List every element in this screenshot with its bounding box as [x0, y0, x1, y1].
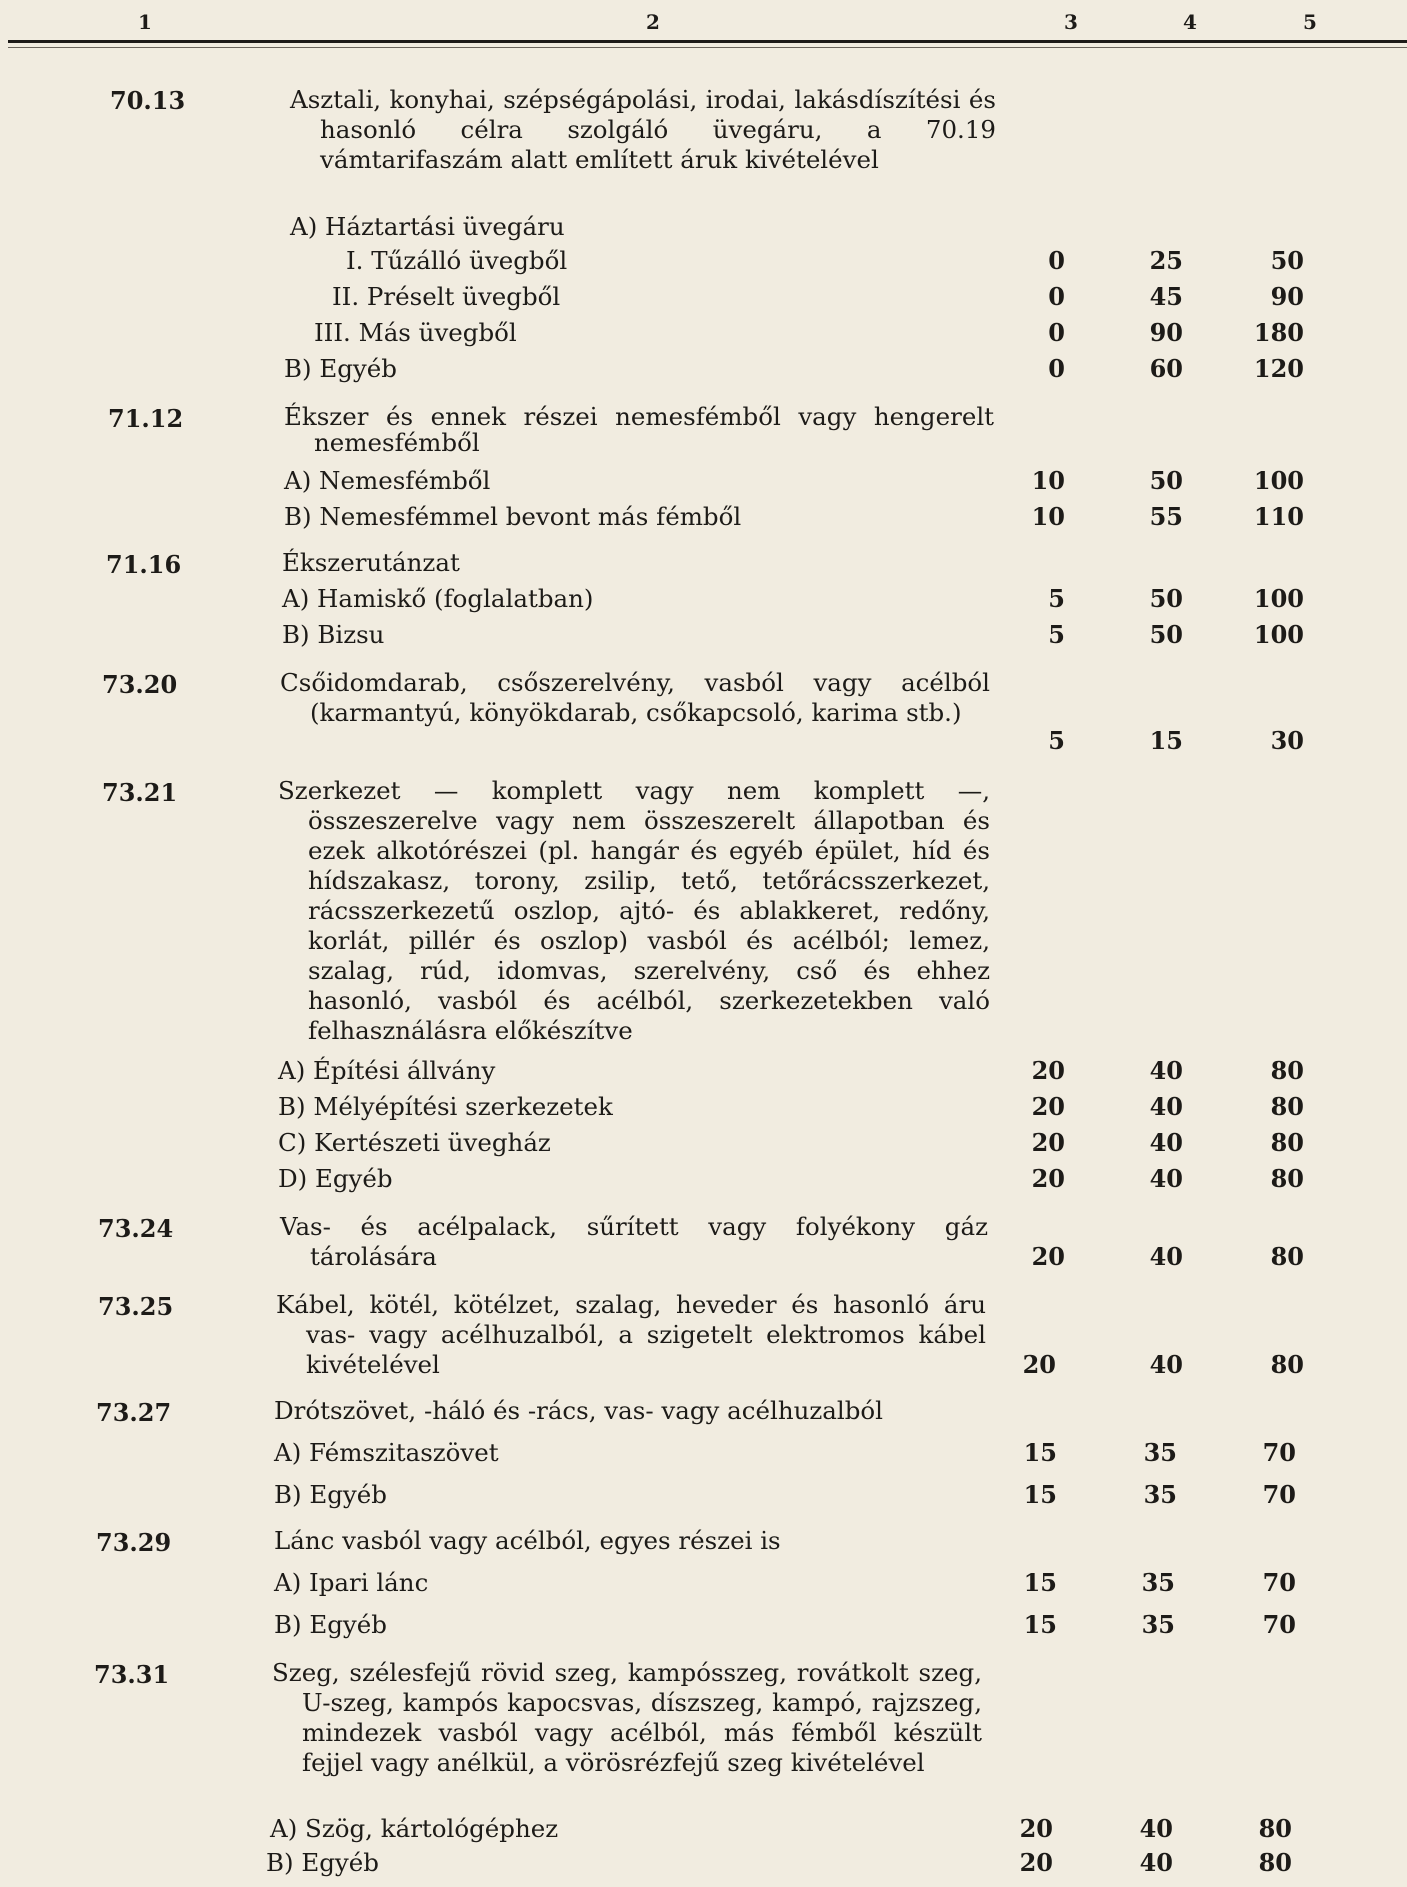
value-col5: 110 — [1253, 502, 1304, 531]
tariff-description: Szeg, szélesfejű rövid szeg, kampósszeg, rovátkolt szeg, U-szeg, kampós kapocsvas, díszszeg, kampó, rajzszeg, mindezek vasból vagy acélból, más fémből készült fejjel vagy anélkül, a vörösrézfejű szeg kivételével — [272, 1658, 982, 1777]
tariff-code: 73.21 — [102, 778, 178, 807]
value-col5: 70 — [1262, 1480, 1296, 1509]
value-col4: 15 — [1149, 726, 1183, 755]
value-col5: 80 — [1270, 1164, 1304, 1193]
value-col3: 15 — [1023, 1438, 1057, 1467]
item-label: B) Egyéb — [284, 354, 397, 383]
column-header-1: 1 — [138, 10, 152, 34]
tariff-description: Drótszövet, -háló és -rács, vas- vagy acélhuzalból — [274, 1396, 883, 1425]
tariff-description: Ékszer és ennek részei nemesfémből vagy hengerelt nemesfémből — [284, 402, 994, 457]
value-col4: 35 — [1141, 1568, 1175, 1597]
value-col3: 20 — [1019, 1814, 1053, 1843]
value-col3: 5 — [1048, 620, 1065, 649]
value-col5: 70 — [1262, 1610, 1296, 1639]
value-col4: 25 — [1149, 246, 1183, 275]
tariff-description: Vas- és acélpalack, sűrített vagy folyékony gáz tárolására — [280, 1212, 988, 1271]
value-col3: 20 — [1022, 1350, 1056, 1379]
column-header-2: 2 — [646, 10, 660, 34]
tariff-description: Ékszerutánzat — [282, 548, 460, 577]
item-label: A) Szög, kártológéphez — [270, 1814, 559, 1843]
value-col4: 40 — [1149, 1164, 1183, 1193]
value-col3: 5 — [1048, 584, 1065, 613]
value-col4: 50 — [1149, 620, 1183, 649]
value-col4: 40 — [1149, 1350, 1183, 1379]
value-col5: 80 — [1258, 1814, 1292, 1843]
value-col3: 0 — [1048, 354, 1065, 383]
item-label: A) Hamiskő (foglalatban) — [282, 584, 594, 613]
value-col3: 20 — [1031, 1242, 1065, 1271]
value-col3: 20 — [1031, 1092, 1065, 1121]
item-label: A) Nemesfémből — [284, 466, 491, 495]
tariff-description: Szerkezet — komplett vagy nem komplett —, összeszerelve vagy nem összeszerelt állapotban és ezek alkotórészei (pl. hangár és egyéb épület, híd és hídszakasz, torony, zsilip, tető, tetőrácsszerkezet, rácsszerkezetű oszlop, ajtó- és ablakkeret, redőny, korlát, pillér és oszlop) vasból és acélból; lemez, szalag, rúd, idomvas, szerelvény, cső és ehhez hasonló, vasból és acélból, szerkezetekben való felhasználásra előkészítve — [278, 776, 990, 1045]
tariff-code: 73.20 — [102, 670, 178, 699]
value-col4: 40 — [1149, 1092, 1183, 1121]
value-col4: 40 — [1139, 1814, 1173, 1843]
column-header-3: 3 — [1064, 10, 1078, 34]
item-label: B) Mélyépítési szerkezetek — [278, 1092, 613, 1121]
column-header-4: 4 — [1183, 10, 1197, 34]
value-col3: 20 — [1031, 1128, 1065, 1157]
tariff-code: 73.25 — [98, 1292, 174, 1321]
tariff-description: Kábel, kötél, kötélzet, szalag, heveder és hasonló áru vas- vagy acélhuzalból, a szigetelt elektromos kábel kivételével — [276, 1290, 986, 1379]
item-label: B) Bizsu — [282, 620, 385, 649]
value-col3: 15 — [1023, 1610, 1057, 1639]
item-label: A) Építési állvány — [278, 1056, 496, 1085]
value-col5: 30 — [1270, 726, 1304, 755]
value-col3: 10 — [1031, 466, 1065, 495]
value-col5: 70 — [1262, 1438, 1296, 1467]
value-col3: 20 — [1031, 1056, 1065, 1085]
value-col5: 50 — [1270, 246, 1304, 275]
value-col5: 80 — [1270, 1242, 1304, 1271]
value-col5: 90 — [1270, 282, 1304, 311]
value-col4: 40 — [1149, 1128, 1183, 1157]
item-label: A) Háztartási üvegáru — [290, 212, 565, 241]
value-col5: 80 — [1270, 1092, 1304, 1121]
tariff-code: 71.16 — [106, 550, 182, 579]
value-col4: 45 — [1149, 282, 1183, 311]
value-col3: 5 — [1048, 726, 1065, 755]
value-col5: 80 — [1270, 1350, 1304, 1379]
value-col4: 50 — [1149, 584, 1183, 613]
value-col5: 100 — [1253, 620, 1304, 649]
tariff-code: 71.12 — [108, 404, 184, 433]
tariff-description: Lánc vasból vagy acélból, egyes részei is — [274, 1526, 781, 1555]
tariff-code: 73.27 — [96, 1398, 172, 1427]
item-label: I. Tűzálló üvegből — [346, 246, 568, 275]
tariff-description: Asztali, konyhai, szépségápolási, irodai, lakásdíszítési és hasonló célra szolgáló üvegáru, a 70.19 vámtarifaszám alatt említett áruk kivételével — [290, 85, 996, 174]
value-col5: 180 — [1253, 318, 1304, 347]
item-label: A) Ipari lánc — [274, 1568, 429, 1597]
item-label: III. Más üvegből — [314, 318, 517, 347]
value-col3: 20 — [1019, 1848, 1053, 1877]
value-col5: 100 — [1253, 584, 1304, 613]
value-col3: 0 — [1048, 282, 1065, 311]
item-label: B) Egyéb — [274, 1480, 387, 1509]
header-rule-thin — [8, 47, 1407, 48]
value-col3: 20 — [1031, 1164, 1065, 1193]
value-col4: 55 — [1149, 502, 1183, 531]
item-label: B) Egyéb — [266, 1848, 379, 1877]
value-col4: 40 — [1139, 1848, 1173, 1877]
value-col3: 15 — [1023, 1480, 1057, 1509]
header-rule — [8, 40, 1407, 43]
item-label: C) Kertészeti üvegház — [278, 1128, 551, 1157]
tariff-code: 73.24 — [98, 1214, 174, 1243]
value-col4: 90 — [1149, 318, 1183, 347]
item-label: B) Nemesfémmel bevont más fémből — [284, 502, 742, 531]
tariff-code: 73.31 — [94, 1660, 170, 1689]
value-col4: 35 — [1143, 1438, 1177, 1467]
tariff-description: Csőidomdarab, csőszerelvény, vasból vagy acélból (karmantyú, könyökdarab, csőkapcsoló, karima stb.) — [280, 668, 990, 727]
value-col5: 120 — [1253, 354, 1304, 383]
value-col5: 80 — [1258, 1848, 1292, 1877]
value-col4: 40 — [1149, 1056, 1183, 1085]
value-col5: 70 — [1262, 1568, 1296, 1597]
value-col3: 0 — [1048, 246, 1065, 275]
value-col3: 10 — [1031, 502, 1065, 531]
value-col5: 80 — [1270, 1056, 1304, 1085]
value-col5: 100 — [1253, 466, 1304, 495]
value-col3: 0 — [1048, 318, 1065, 347]
value-col5: 80 — [1270, 1128, 1304, 1157]
value-col4: 40 — [1149, 1242, 1183, 1271]
column-header-5: 5 — [1303, 10, 1317, 34]
item-label: B) Egyéb — [274, 1610, 387, 1639]
value-col4: 35 — [1143, 1480, 1177, 1509]
value-col4: 60 — [1149, 354, 1183, 383]
tariff-code: 73.29 — [96, 1528, 172, 1557]
value-col3: 15 — [1023, 1568, 1057, 1597]
item-label: II. Préselt üvegből — [332, 282, 561, 311]
value-col4: 50 — [1149, 466, 1183, 495]
item-label: D) Egyéb — [278, 1164, 393, 1193]
item-label: A) Fémszitaszövet — [274, 1438, 499, 1467]
tariff-code: 70.13 — [110, 86, 186, 115]
value-col4: 35 — [1141, 1610, 1175, 1639]
